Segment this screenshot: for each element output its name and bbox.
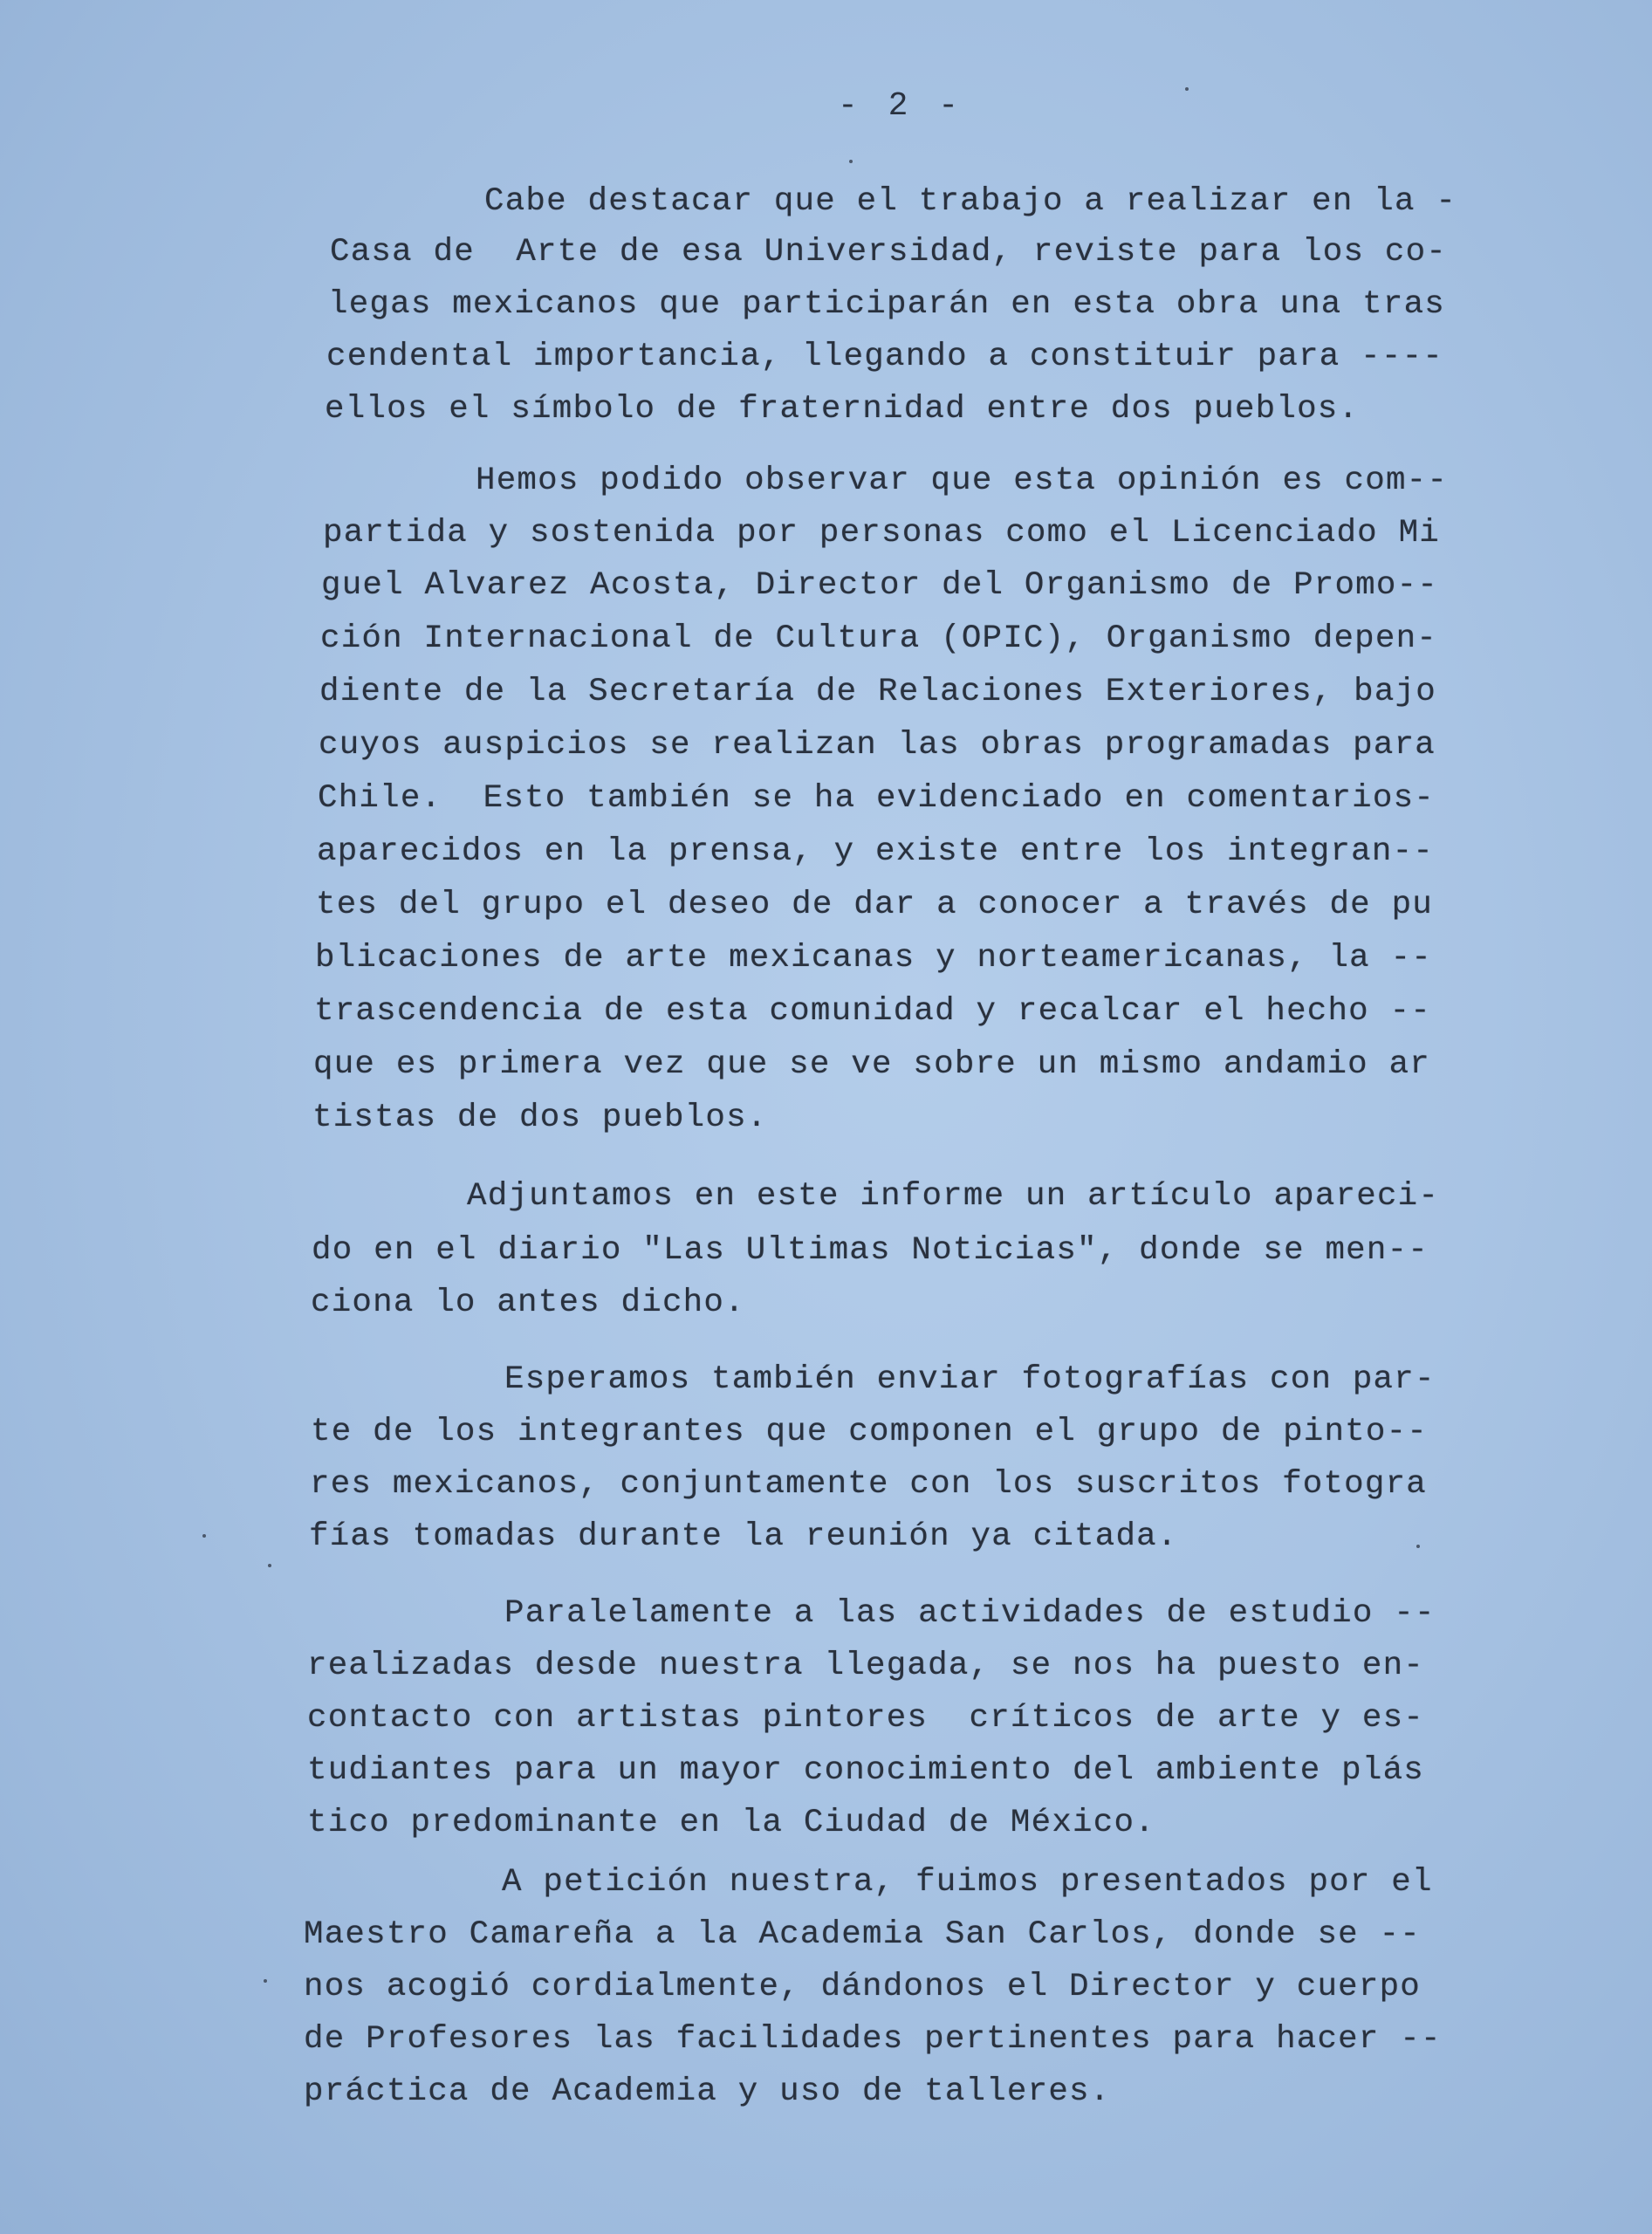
- text-line: realizadas desde nuestra llegada, se nos ha puesto en-: [307, 1648, 1424, 1684]
- ink-speck: [202, 1534, 206, 1538]
- text-line: nos acogió cordialmente, dándonos el Director y cuerpo: [304, 1969, 1421, 2005]
- text-line: tudiantes para un mayor conocimiento del ambiente plás: [307, 1752, 1424, 1789]
- text-line: trascendencia de esta comunidad y recalcar el hecho --: [314, 993, 1431, 1030]
- text-line: que es primera vez que se ve sobre un mismo andamio ar: [313, 1046, 1430, 1083]
- page-number: - 2 -: [838, 87, 964, 125]
- text-line: tistas de dos pueblos.: [312, 1100, 768, 1136]
- ink-speck: [1185, 87, 1189, 91]
- text-line: tico predominante en la Ciudad de México.: [307, 1805, 1155, 1841]
- text-line: Hemos podido observar que esta opinión es com--: [476, 463, 1449, 499]
- text-line: de Profesores las facilidades pertinentes para hacer --: [304, 2021, 1442, 2058]
- text-line: ciona lo antes dicho.: [311, 1285, 745, 1321]
- text-line: contacto con artistas pintores críticos de arte y es-: [307, 1700, 1424, 1737]
- text-line: cuyos auspicios se realizan las obras programadas para: [319, 727, 1436, 764]
- text-line: ción Internacional de Cultura (OPIC), Organismo depen-: [320, 620, 1437, 657]
- text-line: diente de la Secretaría de Relaciones Exteriores, bajo: [319, 674, 1436, 710]
- text-line: cendental importancia, llegando a constituir para ----: [326, 339, 1443, 375]
- text-line: legas mexicanos que participarán en esta obra una tras: [328, 286, 1445, 323]
- ink-speck: [849, 160, 853, 163]
- text-line: A petición nuestra, fuimos presentados por el: [502, 1864, 1433, 1901]
- text-line: aparecidos en la prensa, y existe entre los integran--: [317, 833, 1434, 870]
- text-line: Paralelamente a las actividades de estudio --: [504, 1595, 1436, 1632]
- text-line: do en el diario "Las Ultimas Noticias", donde se men--: [312, 1232, 1429, 1269]
- ink-speck: [268, 1564, 271, 1567]
- text-line: blicaciones de arte mexicanas y norteamericanas, la --: [315, 940, 1432, 977]
- text-line: ellos el símbolo de fraternidad entre dos pueblos.: [325, 391, 1360, 428]
- text-line: Chile. Esto también se ha evidenciado en comentarios-: [318, 780, 1435, 817]
- text-line: res mexicanos, conjuntamente con los suscritos fotogra: [310, 1466, 1427, 1503]
- text-line: te de los integrantes que componen el grupo de pinto--: [311, 1414, 1428, 1450]
- ink-speck: [1416, 1545, 1420, 1548]
- text-line: Casa de Arte de esa Universidad, reviste para los co-: [330, 234, 1447, 271]
- text-line: Esperamos también enviar fotografías con par-: [504, 1361, 1436, 1398]
- text-line: partida y sostenida por personas como el Licenciado Mi: [323, 515, 1440, 552]
- text-line: Cabe destacar que el trabajo a realizar en la -: [484, 183, 1457, 220]
- text-line: fías tomadas durante la reunión ya citada.: [309, 1518, 1178, 1555]
- text-line: Adjuntamos en este informe un artículo apareci-: [467, 1178, 1440, 1215]
- text-line: guel Alvarez Acosta, Director del Organismo de Promo--: [321, 567, 1438, 604]
- ink-speck: [264, 1979, 267, 1983]
- text-line: práctica de Academia y uso de talleres.: [304, 2073, 1111, 2110]
- text-line: Maestro Camareña a la Academia San Carlos, donde se --: [304, 1916, 1421, 1953]
- text-line: tes del grupo el deseo de dar a conocer a través de pu: [316, 887, 1433, 923]
